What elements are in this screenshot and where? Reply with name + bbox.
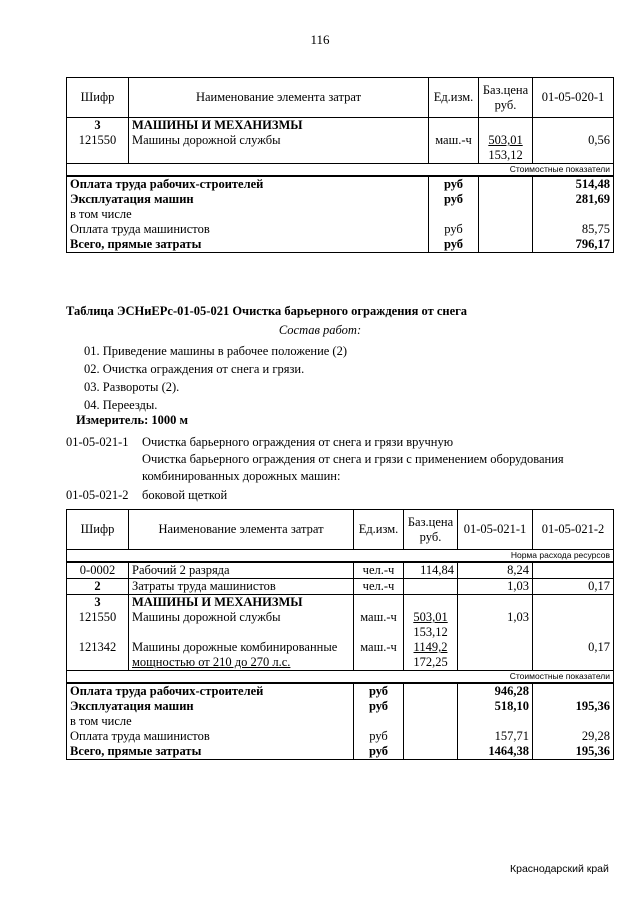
header-unit: Ед.изм. bbox=[354, 510, 404, 550]
cost-unit: руб bbox=[354, 683, 404, 699]
table-title: Таблица ЭСНиЕРс-01-05-021 Очистка барьерного ограждения от снега bbox=[66, 304, 468, 318]
cost-value-1: 946,28 bbox=[458, 683, 533, 699]
machine-norm-1: 1,03 bbox=[458, 610, 533, 640]
machine-code: 121550 bbox=[67, 610, 129, 640]
price-value: 1149,2 bbox=[413, 640, 448, 654]
table-row bbox=[67, 192, 614, 207]
cost-value-2 bbox=[533, 683, 614, 699]
table-row bbox=[67, 610, 614, 640]
code-number: 01-05-021-1 bbox=[66, 435, 129, 449]
labor-norm-2: 0,17 bbox=[533, 579, 614, 595]
list-item: 04. Переезды. bbox=[84, 398, 158, 412]
table-row bbox=[67, 579, 614, 595]
header-col1: 01-05-020-1 bbox=[533, 78, 614, 118]
cost-header: Стоимостные показатели bbox=[67, 671, 614, 684]
header-col2: 01-05-021-2 bbox=[533, 510, 614, 550]
norm-header-row bbox=[67, 550, 614, 563]
cost-name: Эксплуатация машин bbox=[67, 192, 429, 207]
machine-norm: 0,56 bbox=[533, 133, 614, 164]
machine-name-line: мощностью от 210 до 270 л.с. bbox=[132, 655, 291, 669]
code-row bbox=[66, 487, 586, 504]
group-text bbox=[66, 468, 586, 485]
machine-unit: маш.-ч bbox=[354, 640, 404, 671]
table-row bbox=[67, 562, 614, 579]
table-row bbox=[67, 207, 614, 222]
labor-name: Затраты труда машинистов bbox=[129, 579, 354, 595]
machine-unit: маш.-ч bbox=[429, 133, 479, 164]
table-row bbox=[67, 237, 614, 253]
worker-norm-2 bbox=[533, 562, 614, 579]
code-list bbox=[66, 434, 586, 504]
table-row bbox=[67, 176, 614, 192]
machine-name: Машины дорожной службы bbox=[129, 133, 429, 164]
cost-value-1: 157,71 bbox=[458, 729, 533, 744]
page-number: 116 bbox=[310, 32, 330, 47]
table-row bbox=[67, 699, 614, 714]
header-code: Шифр bbox=[67, 78, 129, 118]
cost-name: в том числе bbox=[67, 207, 429, 222]
machine-name bbox=[129, 640, 354, 671]
header-col1: 01-05-021-1 bbox=[458, 510, 533, 550]
cost-value: 281,69 bbox=[533, 192, 614, 207]
norm-header: Норма расхода ресурсов bbox=[67, 550, 614, 563]
machine-norm-2: 0,17 bbox=[533, 640, 614, 671]
section-title: МАШИНЫ И МЕХАНИЗМЫ bbox=[129, 595, 354, 611]
machine-unit: маш.-ч bbox=[354, 610, 404, 640]
header-price: Баз.цена руб. bbox=[404, 510, 458, 550]
table-01-05-021 bbox=[66, 509, 614, 760]
machine-norm-1 bbox=[458, 640, 533, 671]
footer-region: Краснодарский край bbox=[510, 863, 609, 875]
cost-value-2: 195,36 bbox=[533, 744, 614, 760]
price-wage: 153,12 bbox=[413, 625, 448, 639]
group-text-line: комбинированных дорожных машин: bbox=[142, 469, 341, 483]
cost-value-1: 518,10 bbox=[458, 699, 533, 714]
cost-header-row bbox=[67, 164, 614, 177]
code-number: 01-05-021-2 bbox=[66, 488, 129, 502]
composition-title: Состав работ: bbox=[278, 323, 362, 337]
worker-name: Рабочий 2 разряда bbox=[129, 562, 354, 579]
machine-name: Машины дорожной службы bbox=[129, 610, 354, 640]
worker-code: 0-0002 bbox=[67, 562, 129, 579]
cost-name: Всего, прямые затраты bbox=[67, 744, 354, 760]
table-row bbox=[67, 133, 614, 164]
cost-value-2: 29,28 bbox=[533, 729, 614, 744]
section-title: МАШИНЫ И МЕХАНИЗМЫ bbox=[129, 118, 429, 134]
table-01-05-020 bbox=[66, 77, 614, 253]
header-name: Наименование элемента затрат bbox=[129, 510, 354, 550]
price-value: 503,01 bbox=[488, 133, 523, 147]
cost-unit: руб bbox=[429, 237, 479, 253]
works-list bbox=[84, 342, 347, 414]
cost-unit: руб bbox=[354, 729, 404, 744]
cost-unit: руб bbox=[429, 222, 479, 237]
worker-norm-1: 8,24 bbox=[458, 562, 533, 579]
cost-value-1: 1464,38 bbox=[458, 744, 533, 760]
section-number: 3 bbox=[67, 595, 129, 611]
header-name: Наименование элемента затрат bbox=[129, 78, 429, 118]
table-row bbox=[67, 595, 614, 611]
table-header-row bbox=[67, 78, 614, 118]
machine-price bbox=[479, 133, 533, 164]
list-item: 01. Приведение машины в рабочее положение (2) bbox=[84, 344, 348, 358]
cost-header: Стоимостные показатели bbox=[67, 164, 614, 177]
cost-header-row bbox=[67, 671, 614, 684]
worker-price: 114,84 bbox=[404, 562, 458, 579]
section-number: 3 bbox=[67, 118, 129, 134]
table-row bbox=[67, 683, 614, 699]
machine-code: 121342 bbox=[67, 640, 129, 671]
group-text bbox=[66, 451, 586, 468]
cost-name: Оплата труда машинистов bbox=[67, 222, 429, 237]
table-row bbox=[67, 640, 614, 671]
cost-unit: руб bbox=[354, 699, 404, 714]
labor-code: 2 bbox=[67, 579, 129, 595]
header-unit: Ед.изм. bbox=[429, 78, 479, 118]
cost-unit: руб bbox=[429, 176, 479, 192]
cost-name: Оплата труда рабочих-строителей bbox=[67, 176, 429, 192]
table-row bbox=[67, 118, 614, 134]
table-row bbox=[67, 222, 614, 237]
group-text-line: Очистка барьерного ограждения от снега и грязи с применением оборудования bbox=[142, 452, 564, 466]
machine-code: 121550 bbox=[67, 133, 129, 164]
list-item: 02. Очистка ограждения от снега и грязи. bbox=[84, 362, 305, 376]
cost-unit: руб bbox=[429, 192, 479, 207]
cost-unit: руб bbox=[354, 744, 404, 760]
cost-name: в том числе bbox=[67, 714, 354, 729]
machine-price bbox=[404, 640, 458, 671]
table-row bbox=[67, 714, 614, 729]
worker-unit: чел.-ч bbox=[354, 562, 404, 579]
code-row bbox=[66, 434, 586, 451]
table-row bbox=[67, 744, 614, 760]
measure-unit: Измеритель: 1000 м bbox=[76, 413, 189, 427]
list-item: 03. Развороты (2). bbox=[84, 380, 180, 394]
price-wage: 153,12 bbox=[488, 148, 523, 162]
price-wage: 172,25 bbox=[413, 655, 448, 669]
cost-value: 796,17 bbox=[533, 237, 614, 253]
price-value: 503,01 bbox=[413, 610, 448, 624]
cost-name: Всего, прямые затраты bbox=[67, 237, 429, 253]
table-row bbox=[67, 729, 614, 744]
machine-name-line: Машины дорожные комбинированные bbox=[132, 640, 338, 654]
cost-value: 85,75 bbox=[533, 222, 614, 237]
code-text: Очистка барьерного ограждения от снега и грязи вручную bbox=[142, 435, 454, 449]
labor-unit: чел.-ч bbox=[354, 579, 404, 595]
machine-norm-2 bbox=[533, 610, 614, 640]
cost-name: Оплата труда машинистов bbox=[67, 729, 354, 744]
table-header-row bbox=[67, 510, 614, 550]
machine-price bbox=[404, 610, 458, 640]
header-price: Баз.цена руб. bbox=[479, 78, 533, 118]
header-code: Шифр bbox=[67, 510, 129, 550]
labor-norm-1: 1,03 bbox=[458, 579, 533, 595]
cost-value: 514,48 bbox=[533, 176, 614, 192]
cost-name: Эксплуатация машин bbox=[67, 699, 354, 714]
cost-name: Оплата труда рабочих-строителей bbox=[67, 683, 354, 699]
cost-value-2: 195,36 bbox=[533, 699, 614, 714]
code-text: боковой щеткой bbox=[142, 488, 228, 502]
